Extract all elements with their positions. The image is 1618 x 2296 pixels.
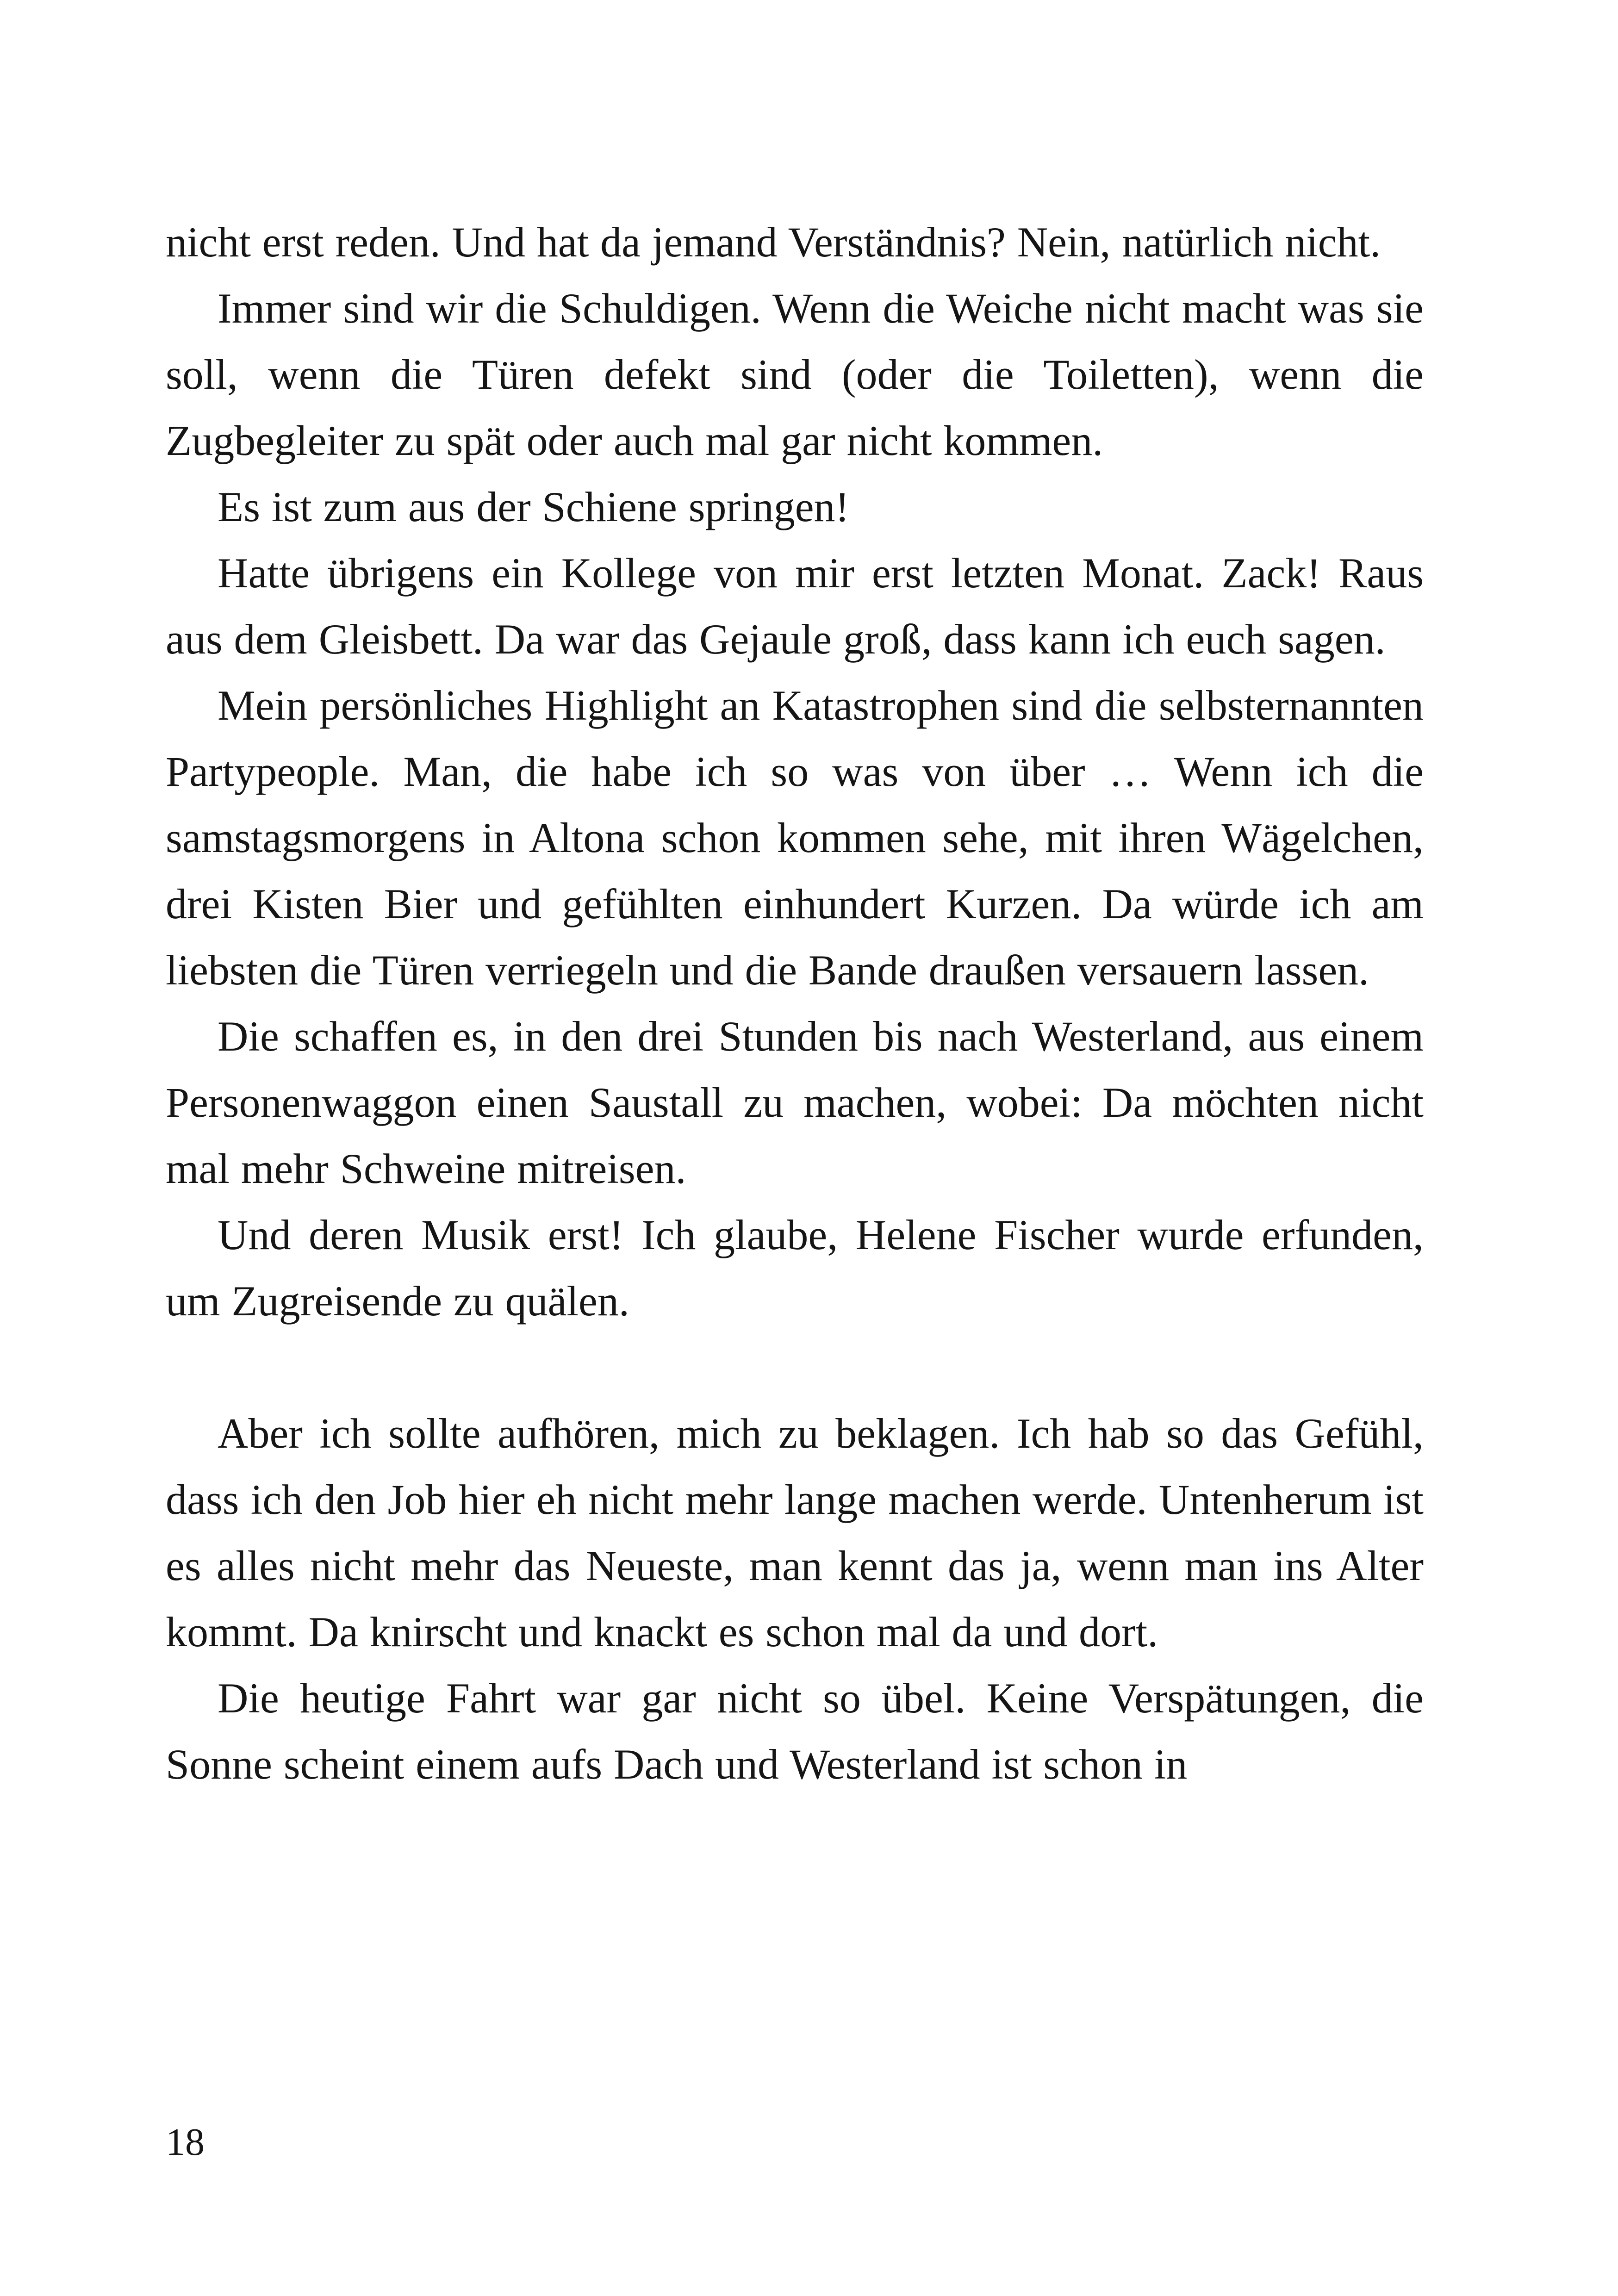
- paragraph: Immer sind wir die Schuldigen. Wenn die Weiche nicht macht was sie soll, wenn die Türen defekt sind (oder die Toiletten), wenn die Zugbegleiter zu spät oder auch mal gar nicht kommen.: [166, 285, 1424, 464]
- page-number: 18: [166, 2121, 205, 2164]
- paragraph: Hatte übrigens ein Kollege von mir erst letzten Monat. Zack! Raus aus dem Gleisbett. Da war das Gejaule groß, dass kann ich euch sagen.: [166, 549, 1424, 663]
- paragraph: Mein persönliches Highlight an Katastrophen sind die selbsternannten Partypeople. Man, die habe ich so was von über … Wenn ich die samstagsmorgens in Altona schon kommen sehe, mit ihren Wägelchen, drei Kisten Bier und gefühlten einhundert Kurzen. Da würde ich am liebsten die Türen verriegeln und die Bande draußen versauern lassen.: [166, 682, 1424, 994]
- paragraph: Die heutige Fahrt war gar nicht so übel. Keine Verspätungen, die Sonne scheint einem aufs Dach und Westerland ist schon in: [166, 1674, 1424, 1788]
- text-block: [166, 209, 1424, 1798]
- paragraph: Es ist zum aus der Schiene springen!: [218, 483, 850, 530]
- paragraph: Und deren Musik erst! Ich glaube, Helene Fischer wurde erfunden, um Zugreisende zu quälen.: [166, 1211, 1424, 1325]
- paragraph: nicht erst reden. Und hat da jemand Verständnis? Nein, natürlich nicht.: [166, 218, 1381, 266]
- paragraph: Aber ich sollte aufhören, mich zu beklagen. Ich hab so das Gefühl, dass ich den Job hier eh nicht mehr lange machen werde. Untenherum ist es alles nicht mehr das Neueste, man kennt das ja, wenn man ins Alter kommt. Da knirscht und knackt es schon mal da und dort.: [166, 1410, 1424, 1655]
- paragraph: Die schaffen es, in den drei Stunden bis nach Westerland, aus einem Personenwaggon einen Saustall zu machen, wobei: Da möchten nicht mal mehr Schweine mitreisen.: [166, 1013, 1424, 1192]
